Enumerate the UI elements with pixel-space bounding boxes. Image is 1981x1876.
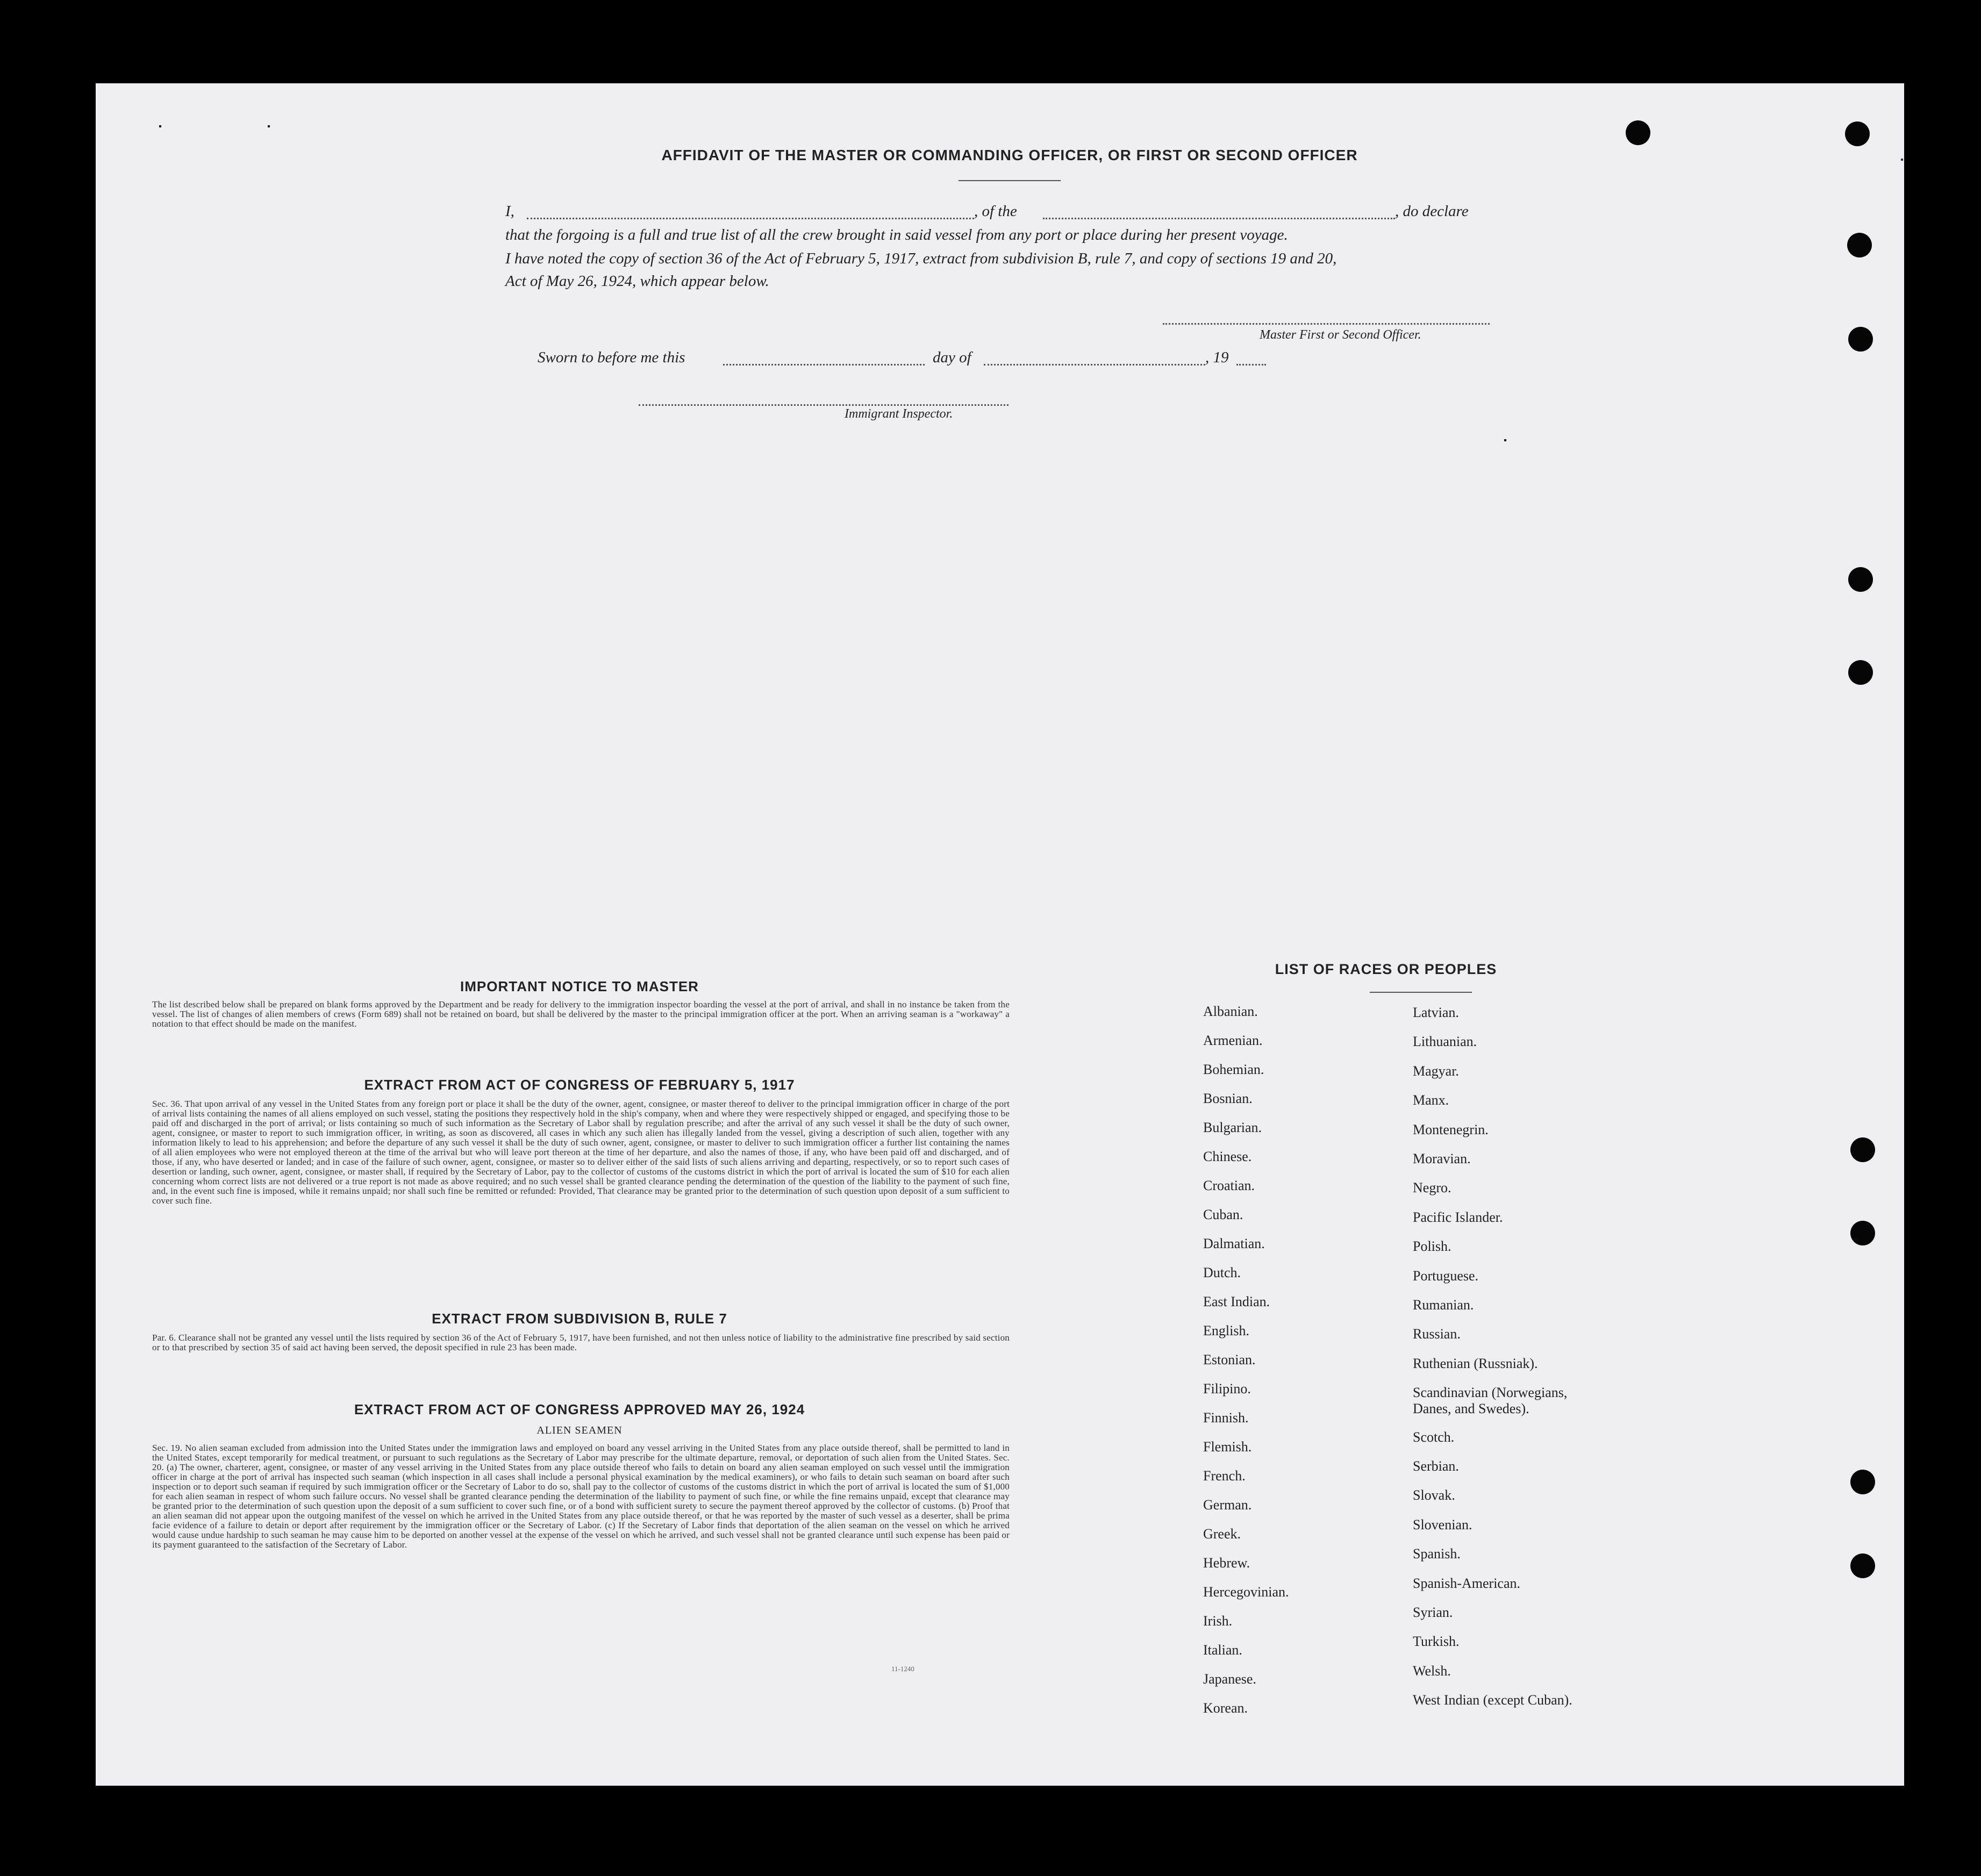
notice-title: IMPORTANT NOTICE TO MASTER [460,978,699,994]
inspector-signature-field[interactable] [639,397,1009,406]
punch-hole [1850,1470,1875,1494]
race-item: Finnish. [1203,1410,1249,1426]
sworn-label: Sworn to before me this [538,349,685,366]
race-item: Irish. [1203,1613,1233,1629]
master-signature-field[interactable] [1163,314,1490,325]
punch-hole [1850,1137,1875,1162]
race-item: Albanian. [1203,1004,1258,1019]
race-item: Bulgarian. [1203,1120,1262,1135]
extract-rule7-text: Par. 6. Clearance shall not be granted any vessel until the lists required by section 36 of the Act of February 5, 1917, have been furnished, and not then unless notice of liability to the administrative fine prescribed by said section or to that prescribed by section 35 of said act having been served, the deposit specified in rule 23 has been made. [152,1333,1010,1352]
race-item: Dutch. [1203,1265,1241,1280]
race-item: Welsh. [1413,1663,1451,1679]
race-item: Scotch. [1413,1429,1455,1445]
race-item: Hercegovinian. [1203,1584,1289,1600]
notice-text: The list described below shall be prepared on blank forms approved by the Department and be ready for delivery to the immigration inspector boarding the vessel at the port of arrival, and shall in no instance be taken from the vessel. The list of changes of alien members of crews (Form 689) shall not be retained on board, but shall be delivered by the master to the principal immigration officer at the port. When an arriving seaman is a "workaway" a notation to that effect should be made on the manifest. [152,999,1010,1029]
inspector-label: Immigrant Inspector. [845,407,953,421]
race-item: Latvian. [1413,1005,1459,1020]
race-item: Manx. [1413,1092,1449,1108]
punch-hole [1848,567,1873,592]
of-the-label: , of the [974,203,1017,220]
race-item: Japanese. [1203,1671,1256,1687]
declarant-name-field[interactable] [527,203,974,219]
sworn-day-field[interactable] [723,349,925,366]
punch-hole [1848,660,1873,685]
punch-hole [1850,1221,1875,1245]
speck [1504,439,1506,441]
race-item: Chinese. [1203,1149,1252,1164]
race-item: Moravian. [1413,1151,1471,1166]
vessel-name-field[interactable] [1043,203,1395,219]
race-item: Polish. [1413,1238,1451,1255]
punch-hole [1848,327,1873,352]
race-item: Spanish. [1413,1546,1461,1562]
extract-1924-title: EXTRACT FROM ACT OF CONGRESS APPROVED MAY 26, 1924 [354,1401,805,1417]
i-label: I, [505,203,514,220]
race-item: Scandinavian (Norwegians, Danes, and Swedes). [1413,1385,1568,1417]
race-item: Hebrew. [1203,1555,1250,1571]
race-item: East Indian. [1203,1294,1270,1309]
race-item: English. [1203,1323,1249,1338]
race-item: Slovenian. [1413,1516,1472,1533]
race-item: Cuban. [1203,1207,1243,1222]
speck [159,125,161,127]
race-item: Spanish-American. [1413,1575,1521,1591]
affidavit-line-2: that the forgoing is a full and true list of all the crew brought in said vessel from any port or place during her present voyage. [505,226,1288,244]
sworn-month-field[interactable] [984,349,1205,366]
race-item: Estonian. [1203,1352,1256,1367]
race-item: Slovak. [1413,1487,1455,1503]
extract-1917-text: Sec. 36. That upon arrival of any vessel in the United States from any foreign port or place it shall be the duty of the owner, agent, consignee, or master thereof to deliver to the principal immigration officer in charge of the port of arrival lists containing the names of all aliens employed on such vessel, stating the positions they respectively hold in the ship's company, when and where they were respectively shipped or engaged, and specifying those to be paid off and discharged in the port of arrival; or lists containing so much of such information as the Secretary of Labor shall by regulation prescribe; and after the arrival of any such vessel it shall be the duty of such owner, agent, consignee, or master to report to such immigration officer, in writing, as soon as discovered, all cases in which any such alien has illegally landed from the vessel, giving a description of such alien, together with any information likely to lead to his apprehension; and before the departure of any such vessel it shall be the duty of such owner, agent, consignee, or master to deliver to such immigration officer a further list containing the names of all alien employees who were not employed thereon at the time of the arrival but who will leave port thereon at the time of her departure, and also the names of those, if any, who have been paid off and discharged, and of those, if any, who have deserted or landed; and in case of the failure of such owner, agent, consignee, or master so to deliver either of the said lists of such aliens arriving and departing, respectively, or so to report such cases of desertion or landing, such owner, agent, consignee, or master shall, if required by the Secretary of Labor, pay to the collector of customs of the customs district in which the port of arrival is located the sum of $10 for each alien concerning whom correct lists are not delivered or a true report is not made as above required; and no such vessel shall be granted clearance pending the determination of the question of the liability to the payment of such fine, and, in the event such fine is imposed, while it remains unpaid; nor shall such fine be remitted or refunded: Provided, That clearance may be granted prior to the determination of such question upon deposit of a sum sufficient to cover such fine. [152,1099,1010,1206]
race-item: Pacific Islander. [1413,1209,1503,1225]
punch-hole [1845,121,1870,146]
year-label: , 19 [1205,349,1229,366]
race-item: Bosnian. [1203,1091,1253,1106]
race-item: Bohemian. [1203,1062,1264,1077]
punch-hole [1847,233,1872,257]
race-item: West Indian (except Cuban). [1413,1692,1572,1708]
race-item: Serbian. [1413,1458,1459,1474]
race-item: Montenegrin. [1413,1121,1489,1137]
race-item: Rumanian. [1413,1297,1474,1313]
alien-seamen-subtitle: ALIEN SEAMEN [537,1424,623,1436]
race-item: Greek. [1203,1526,1241,1542]
race-item: Dalmatian. [1203,1236,1265,1251]
extract-rule7-title: EXTRACT FROM SUBDIVISION B, RULE 7 [432,1311,727,1327]
race-item: Italian. [1203,1642,1242,1658]
race-item: Croatian. [1203,1178,1255,1193]
sworn-year-field[interactable] [1236,349,1266,366]
speck [1901,159,1903,161]
affidavit-title: AFFIDAVIT OF THE MASTER OR COMMANDING OFFICER, OR FIRST OR SECOND OFFICER [661,147,1358,163]
extract-1917-title: EXTRACT FROM ACT OF CONGRESS OF FEBRUARY 5, 1917 [364,1077,795,1093]
race-item: Armenian. [1203,1033,1263,1048]
race-item: Negro. [1413,1180,1451,1196]
title-rule [959,180,1061,181]
race-item: Syrian. [1413,1605,1453,1620]
extract-1924-text: Sec. 19. No alien seaman excluded from admission into the United States under the immigration laws and employed on board any vessel arriving in the United States from any place outside thereof, shall be permitted to land in the United States, except temporarily for medical treatment, or pursuant to such regulations as the Secretary of Labor may prescribe for the ultimate departure, removal, or deportation of such alien from the United States. Sec. 20. (a) The owner, charterer, agent, consignee, or master of any vessel arriving in the United States from any place outside thereof who fails to detain on board any alien seaman employed on such vessel until the immigration officer in charge at the port of arrival has inspected such seaman (which inspection in all cases shall include a personal physical examination by the medical examiners), or who fails to detain such seaman on board after such inspection or to deport such seaman if required by such immigration officer or the Secretary of Labor to do so, shall pay to the collector of customs of the customs district in which the port of arrival is located the sum of $1,000 for each alien seaman in respect of whom such failure occurs. No vessel shall be granted clearance pending the determination of the liability to payment of such fine, or while the fine remains unpaid, except that clearance may be granted prior to the determination of such question upon the deposit of a sum sufficient to cover such fine, or of a bond with sufficient surety to secure the payment thereof approved by the collector of customs. (b) Proof that an alien seaman did not appear upon the outgoing manifest of the vessel on which he arrived in the United States from any place outside thereof, or that he was reported by the master of such vessel as a deserter, shall be prima facie evidence of a failure to detain or deport after requirement by the immigration officer or the Secretary of Labor. (c) If the Secretary of Labor finds that deportation of the alien seaman on the vessel on which he arrived would cause undue hardship to such seaman he may cause him to be deported on another vessel at the expense of the vessel on which he arrived, and such vessel shall not be granted clearance until such expense has been paid or its payment guaranteed to the satisfaction of the Secretary of Labor. [152,1443,1010,1550]
races-title: LIST OF RACES OR PEOPLES [1275,961,1497,977]
race-item: Flemish. [1203,1439,1252,1455]
day-of-label: day of [933,349,971,366]
race-item: Magyar. [1413,1063,1459,1079]
race-item: Turkish. [1413,1634,1460,1650]
race-item: Korean. [1203,1700,1248,1716]
races-title-rule [1370,992,1472,993]
race-item: Russian. [1413,1326,1461,1342]
race-item: Lithuanian. [1413,1034,1477,1050]
speck [268,125,270,127]
affidavit-line-1 [505,203,1537,224]
punch-hole [1850,1553,1875,1578]
race-item: Portuguese. [1413,1268,1479,1284]
race-item: Ruthenian (Russniak). [1413,1355,1538,1371]
affidavit-line-4: Act of May 26, 1924, which appear below. [505,273,769,290]
affidavit-line-3: I have noted the copy of section 36 of the Act of February 5, 1917, extract from subdivision B, rule 7, and copy of sections 19 and 20, [505,250,1337,267]
sworn-line [538,349,1398,370]
master-signature-label: Master First or Second Officer. [1260,328,1421,342]
race-item: French. [1203,1468,1246,1484]
race-item: Filipino. [1203,1381,1251,1397]
punch-hole [1626,120,1650,145]
form-number: 11-1240 [891,1665,914,1673]
race-item: German. [1203,1497,1252,1513]
document-page [96,83,1904,1786]
do-declare-label: , do declare [1395,203,1469,220]
